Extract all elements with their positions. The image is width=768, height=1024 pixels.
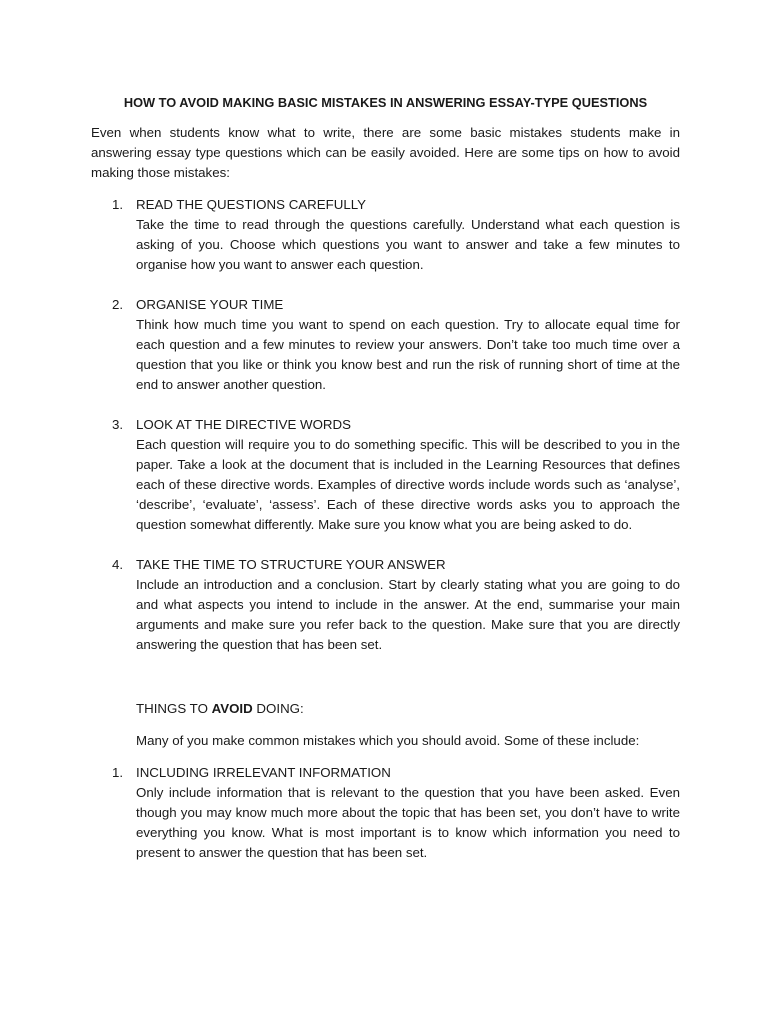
tip-heading: TAKE THE TIME TO STRUCTURE YOUR ANSWER bbox=[136, 557, 446, 572]
avoid-body: Only include information that is relevant to the question that you have been asked. Even though you may know much more about the topic that has been set, you don’t have to write everything you know. What is most important is to know which information you need to present to answer the question that has been set. bbox=[136, 785, 680, 860]
avoid-heading: INCLUDING IRRELEVANT INFORMATION bbox=[136, 765, 391, 780]
document-title: HOW TO AVOID MAKING BASIC MISTAKES IN ANSWERING ESSAY-TYPE QUESTIONS bbox=[123, 95, 648, 110]
avoid-intro: Many of you make common mistakes which you should avoid. Some of these include: bbox=[136, 733, 640, 748]
tip-body: Include an introduction and a conclusion. Start by clearly stating what you are going to do and what aspects you intend to include in the answer. At the end, summarise your main arguments and make sure you refer back to the question. Make sure that you are directly answering the question that has been set. bbox=[136, 577, 680, 652]
avoid-number: 1. bbox=[112, 765, 124, 780]
tip-heading: READ THE QUESTIONS CAREFULLY bbox=[136, 197, 367, 212]
tip-heading: ORGANISE YOUR TIME bbox=[136, 297, 284, 312]
tip-body: Think how much time you want to spend on each question. Try to allocate equal time for each question and a few minutes to review your answers. Don’t take too much time over a question that you like or think you know best and run the risk of running short of time at the end to answer another question. bbox=[136, 317, 680, 392]
tip-body: Take the time to read through the questions carefully. Understand what each question is asking of you. Choose which questions you want to answer and take a few minutes to organise how you want to answer each question. bbox=[136, 217, 680, 272]
tip-item bbox=[91, 415, 680, 535]
tip-heading: LOOK AT THE DIRECTIVE WORDS bbox=[136, 417, 352, 432]
tip-body: Each question will require you to do something specific. This will be described to you in the paper. Take a look at the document that is included in the Learning Resources that defines each of these directive words. Examples of directive words include words such as ‘analyse’, ‘describe’, ‘evaluate’, ‘assess’. Each of these directive words asks you to approach the question somewhat differently. Make sure you know what you are being asked to do. bbox=[136, 437, 680, 532]
tip-item bbox=[91, 555, 680, 655]
avoid-list bbox=[91, 763, 680, 863]
avoid-section-heading bbox=[136, 699, 680, 719]
tip-number: 2. bbox=[112, 297, 124, 312]
tip-number: 3. bbox=[112, 417, 124, 432]
tip-number: 1. bbox=[112, 197, 124, 212]
avoid-heading-suffix: DOING: bbox=[252, 701, 304, 716]
avoid-heading-emphasis: AVOID bbox=[211, 701, 253, 716]
avoid-item bbox=[91, 763, 680, 863]
tip-number: 4. bbox=[112, 557, 124, 572]
tip-item bbox=[91, 195, 680, 275]
intro-paragraph: Even when students know what to write, there are some basic mistakes students make in answering essay type questions which can be easily avoided. Here are some tips on how to avoid making those mistakes: bbox=[91, 125, 680, 180]
tip-item bbox=[91, 295, 680, 395]
tips-list bbox=[91, 195, 680, 655]
avoid-heading-prefix: THINGS TO bbox=[136, 701, 212, 716]
